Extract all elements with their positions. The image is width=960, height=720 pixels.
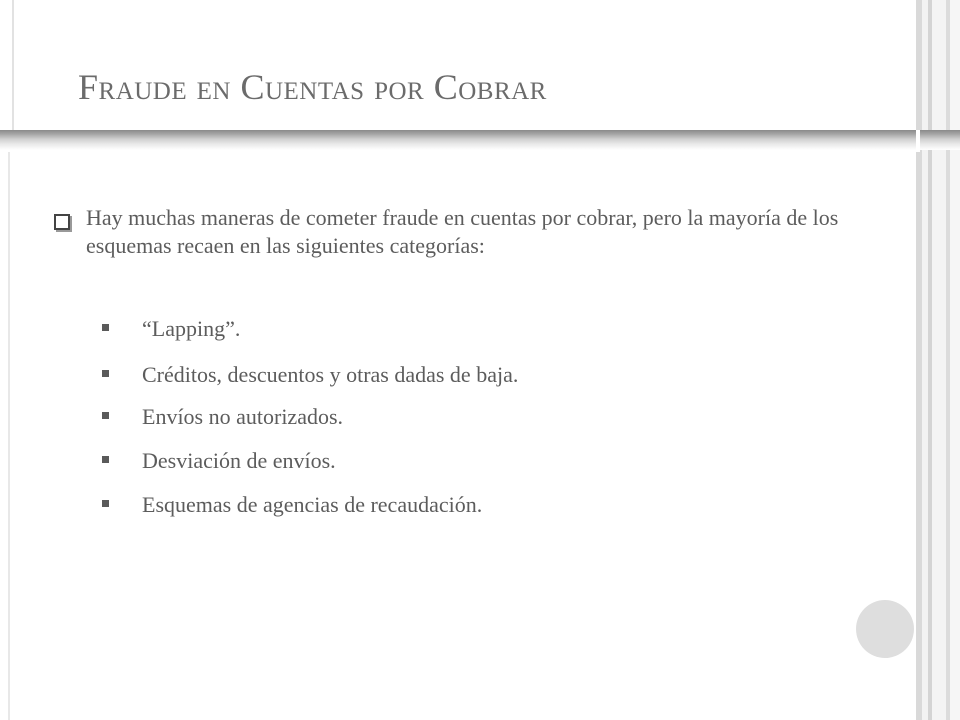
square-bullet-icon [102,370,109,377]
list-item-text: Desviación de envíos. [142,448,336,473]
decor-circle [856,600,914,658]
list-item-text: Envíos no autorizados. [142,404,344,429]
checkbox-square-icon [54,214,70,230]
list-item-text: Créditos, descuentos y otras dadas de baja. [142,362,519,387]
square-bullet-icon [102,412,109,419]
left-decor-line [8,152,10,720]
right-decor-band [950,0,960,720]
list-item-text: “Lapping”. [142,316,241,341]
left-decor-line [12,0,14,130]
square-bullet-icon [102,456,109,463]
right-decor-band [932,0,946,720]
intro-text: Hay muchas maneras de cometer fraude en cuentas por cobrar, pero la mayoría de los esquemas recaen en las siguientes categorías: [86,205,839,258]
intro-paragraph [50,204,890,260]
separator-gap [916,130,920,152]
title-separator [0,130,960,150]
list-item-text: Esquemas de agencias de recaudación. [142,492,483,517]
slide-title: Fraude en Cuentas por Cobrar [78,67,547,107]
square-bullet-icon [102,500,109,507]
square-bullet-icon [102,324,109,331]
